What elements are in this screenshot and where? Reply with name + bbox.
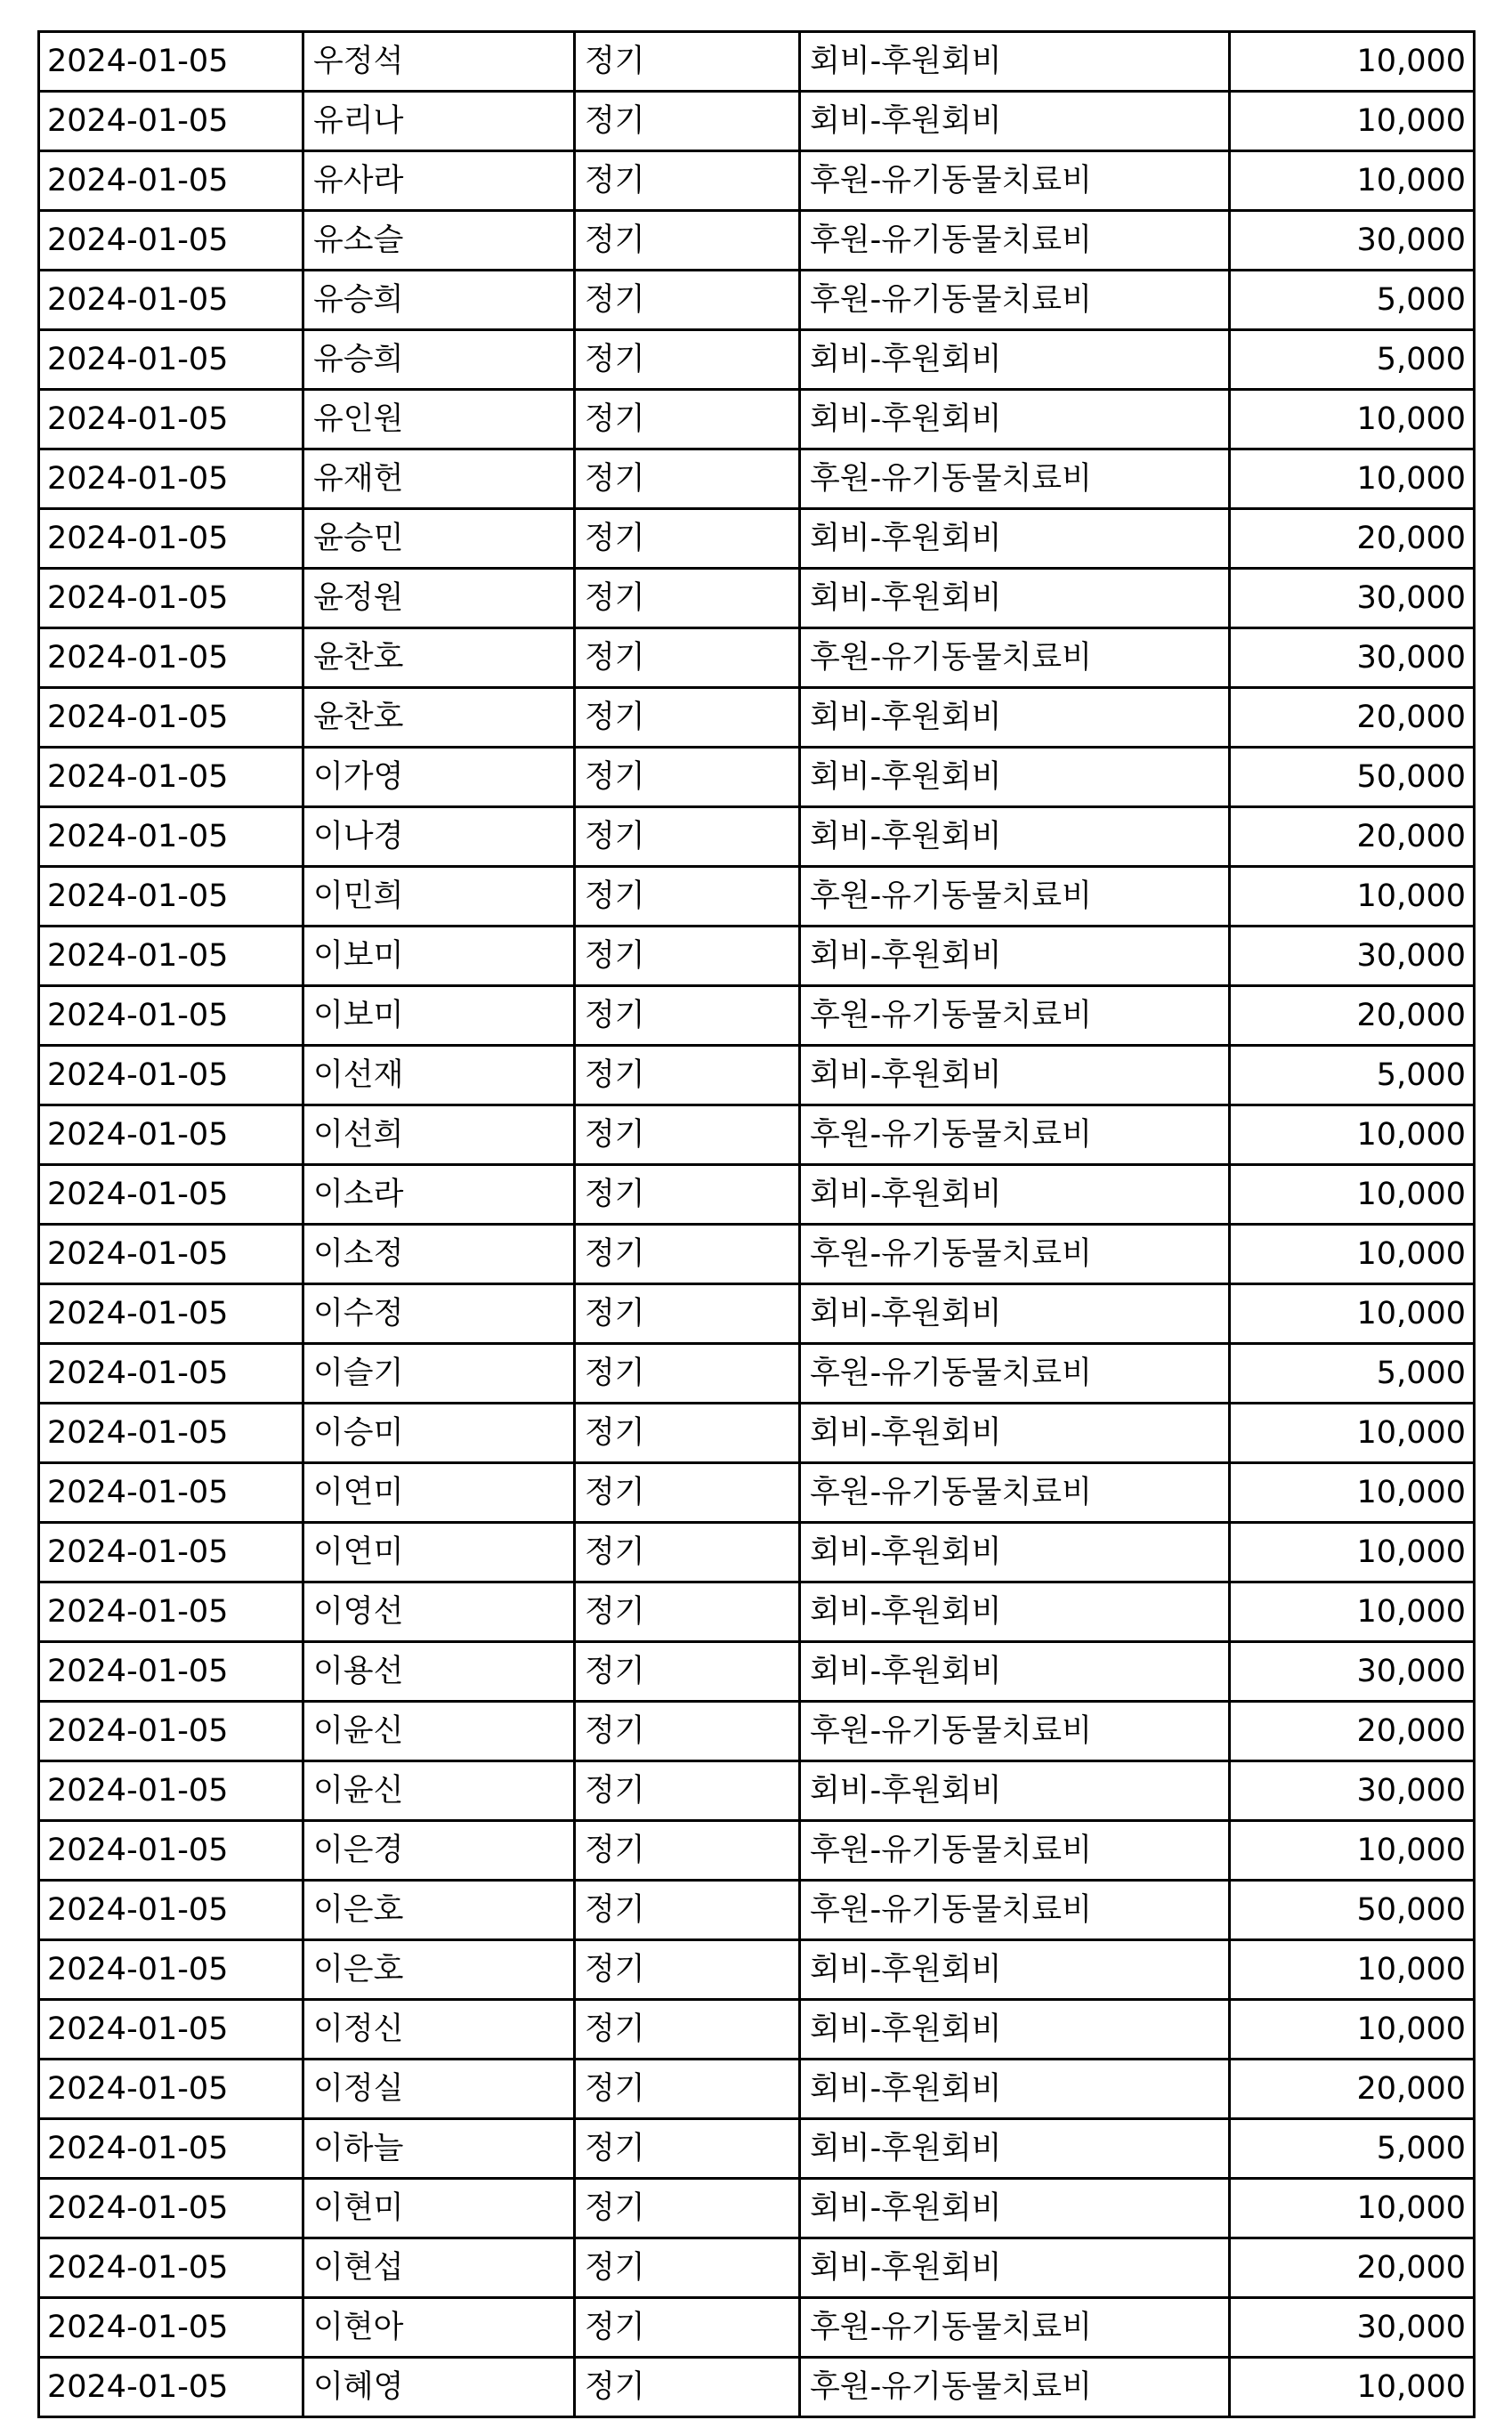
amount-cell: 10,000 (1230, 867, 1475, 927)
table-row (39, 807, 1475, 867)
date-cell: 2024-01-05 (39, 1642, 303, 1702)
donation-type-cell: 정기 (575, 1165, 800, 1225)
donation-type-cell: 정기 (575, 1046, 800, 1105)
table-row (39, 1165, 1475, 1225)
date-cell: 2024-01-05 (39, 1702, 303, 1761)
date-cell: 2024-01-05 (39, 2358, 303, 2417)
category-cell: 회비-후원회비 (800, 688, 1230, 748)
donor-name-cell: 이현섭 (303, 2238, 575, 2298)
donor-name-cell: 이현미 (303, 2179, 575, 2238)
table-row (39, 2298, 1475, 2358)
donation-type-cell: 정기 (575, 2358, 800, 2417)
donor-name-cell: 유소슬 (303, 211, 575, 271)
donor-name-cell: 이소정 (303, 1225, 575, 1284)
category-cell: 회비-후원회비 (800, 569, 1230, 628)
category-cell: 회비-후원회비 (800, 2060, 1230, 2119)
donor-name-cell: 우정석 (303, 32, 575, 92)
date-cell: 2024-01-05 (39, 628, 303, 688)
table-row (39, 1940, 1475, 2000)
table-row (39, 1761, 1475, 1821)
donor-name-cell: 유재헌 (303, 449, 575, 509)
donation-type-cell: 정기 (575, 927, 800, 986)
donor-name-cell: 이선재 (303, 1046, 575, 1105)
category-cell: 회비-후원회비 (800, 1284, 1230, 1344)
date-cell: 2024-01-05 (39, 271, 303, 330)
donor-name-cell: 이정신 (303, 2000, 575, 2060)
date-cell: 2024-01-05 (39, 569, 303, 628)
donor-name-cell: 유승희 (303, 330, 575, 390)
date-cell: 2024-01-05 (39, 1165, 303, 1225)
table-row (39, 1463, 1475, 1523)
category-cell: 후원-유기동물치료비 (800, 1105, 1230, 1165)
amount-cell: 5,000 (1230, 271, 1475, 330)
donation-type-cell: 정기 (575, 330, 800, 390)
date-cell: 2024-01-05 (39, 2000, 303, 2060)
donation-type-cell: 정기 (575, 271, 800, 330)
donation-type-cell: 정기 (575, 390, 800, 449)
amount-cell: 20,000 (1230, 509, 1475, 569)
date-cell: 2024-01-05 (39, 2179, 303, 2238)
amount-cell: 10,000 (1230, 1105, 1475, 1165)
donation-type-cell: 정기 (575, 211, 800, 271)
table-row (39, 628, 1475, 688)
date-cell: 2024-01-05 (39, 32, 303, 92)
amount-cell: 20,000 (1230, 2060, 1475, 2119)
donation-type-cell: 정기 (575, 1344, 800, 1404)
table-row (39, 2179, 1475, 2238)
date-cell: 2024-01-05 (39, 1761, 303, 1821)
amount-cell: 20,000 (1230, 688, 1475, 748)
donation-type-cell: 정기 (575, 1463, 800, 1523)
donor-name-cell: 이소라 (303, 1165, 575, 1225)
donor-name-cell: 윤찬호 (303, 688, 575, 748)
amount-cell: 30,000 (1230, 569, 1475, 628)
category-cell: 회비-후원회비 (800, 2000, 1230, 2060)
table-row (39, 330, 1475, 390)
donor-name-cell: 이은경 (303, 1821, 575, 1881)
donation-type-cell: 정기 (575, 1702, 800, 1761)
amount-cell: 10,000 (1230, 1284, 1475, 1344)
donation-type-cell: 정기 (575, 1404, 800, 1463)
date-cell: 2024-01-05 (39, 449, 303, 509)
donation-type-cell: 정기 (575, 1940, 800, 2000)
amount-cell: 10,000 (1230, 151, 1475, 211)
date-cell: 2024-01-05 (39, 151, 303, 211)
donor-name-cell: 이선희 (303, 1105, 575, 1165)
amount-cell: 5,000 (1230, 1046, 1475, 1105)
amount-cell: 10,000 (1230, 1582, 1475, 1642)
date-cell: 2024-01-05 (39, 1046, 303, 1105)
category-cell: 후원-유기동물치료비 (800, 628, 1230, 688)
donation-type-cell: 정기 (575, 2179, 800, 2238)
donation-type-cell: 정기 (575, 1821, 800, 1881)
table-row (39, 449, 1475, 509)
donor-name-cell: 이영선 (303, 1582, 575, 1642)
category-cell: 회비-후원회비 (800, 509, 1230, 569)
date-cell: 2024-01-05 (39, 330, 303, 390)
amount-cell: 30,000 (1230, 211, 1475, 271)
date-cell: 2024-01-05 (39, 688, 303, 748)
category-cell: 회비-후원회비 (800, 1523, 1230, 1582)
donor-name-cell: 유리나 (303, 92, 575, 151)
amount-cell: 30,000 (1230, 628, 1475, 688)
amount-cell: 5,000 (1230, 330, 1475, 390)
date-cell: 2024-01-05 (39, 986, 303, 1046)
category-cell: 회비-후원회비 (800, 330, 1230, 390)
table-row (39, 688, 1475, 748)
date-cell: 2024-01-05 (39, 748, 303, 807)
donor-name-cell: 이혜영 (303, 2358, 575, 2417)
donation-type-cell: 정기 (575, 2238, 800, 2298)
donation-type-cell: 정기 (575, 1582, 800, 1642)
category-cell: 회비-후원회비 (800, 92, 1230, 151)
category-cell: 회비-후원회비 (800, 390, 1230, 449)
donation-type-cell: 정기 (575, 986, 800, 1046)
table-row (39, 1404, 1475, 1463)
donor-name-cell: 이윤신 (303, 1702, 575, 1761)
category-cell: 회비-후원회비 (800, 1404, 1230, 1463)
amount-cell: 30,000 (1230, 1761, 1475, 1821)
table-row (39, 927, 1475, 986)
category-cell: 회비-후원회비 (800, 1165, 1230, 1225)
donor-name-cell: 이수정 (303, 1284, 575, 1344)
category-cell: 후원-유기동물치료비 (800, 151, 1230, 211)
donor-name-cell: 이보미 (303, 927, 575, 986)
amount-cell: 10,000 (1230, 1940, 1475, 2000)
donation-type-cell: 정기 (575, 1642, 800, 1702)
donation-type-cell: 정기 (575, 2119, 800, 2179)
date-cell: 2024-01-05 (39, 92, 303, 151)
category-cell: 후원-유기동물치료비 (800, 867, 1230, 927)
date-cell: 2024-01-05 (39, 2060, 303, 2119)
table-row (39, 1821, 1475, 1881)
category-cell: 회비-후원회비 (800, 1761, 1230, 1821)
donation-type-cell: 정기 (575, 1105, 800, 1165)
category-cell: 후원-유기동물치료비 (800, 986, 1230, 1046)
amount-cell: 10,000 (1230, 390, 1475, 449)
amount-cell: 10,000 (1230, 2000, 1475, 2060)
amount-cell: 20,000 (1230, 807, 1475, 867)
amount-cell: 10,000 (1230, 1463, 1475, 1523)
amount-cell: 10,000 (1230, 1165, 1475, 1225)
donor-name-cell: 이용선 (303, 1642, 575, 1702)
amount-cell: 10,000 (1230, 1225, 1475, 1284)
donor-name-cell: 이보미 (303, 986, 575, 1046)
donor-name-cell: 이하늘 (303, 2119, 575, 2179)
date-cell: 2024-01-05 (39, 2298, 303, 2358)
category-cell: 후원-유기동물치료비 (800, 271, 1230, 330)
amount-cell: 10,000 (1230, 2179, 1475, 2238)
donation-type-cell: 정기 (575, 867, 800, 927)
date-cell: 2024-01-05 (39, 1225, 303, 1284)
category-cell: 후원-유기동물치료비 (800, 2298, 1230, 2358)
donation-type-cell: 정기 (575, 1761, 800, 1821)
category-cell: 후원-유기동물치료비 (800, 2358, 1230, 2417)
donor-name-cell: 이은호 (303, 1940, 575, 2000)
donor-name-cell: 이연미 (303, 1523, 575, 1582)
table-row (39, 1225, 1475, 1284)
donation-type-cell: 정기 (575, 2298, 800, 2358)
table-row (39, 569, 1475, 628)
amount-cell: 30,000 (1230, 927, 1475, 986)
donation-type-cell: 정기 (575, 1881, 800, 1940)
table-row (39, 151, 1475, 211)
donation-type-cell: 정기 (575, 1284, 800, 1344)
amount-cell: 10,000 (1230, 1523, 1475, 1582)
donation-type-cell: 정기 (575, 628, 800, 688)
donation-type-cell: 정기 (575, 2000, 800, 2060)
table-row (39, 1881, 1475, 1940)
date-cell: 2024-01-05 (39, 1881, 303, 1940)
category-cell: 후원-유기동물치료비 (800, 1881, 1230, 1940)
table-row (39, 271, 1475, 330)
donation-type-cell: 정기 (575, 748, 800, 807)
donor-name-cell: 이승미 (303, 1404, 575, 1463)
category-cell: 회비-후원회비 (800, 927, 1230, 986)
date-cell: 2024-01-05 (39, 1284, 303, 1344)
date-cell: 2024-01-05 (39, 1344, 303, 1404)
table-row (39, 1105, 1475, 1165)
amount-cell: 10,000 (1230, 2358, 1475, 2417)
donation-type-cell: 정기 (575, 1225, 800, 1284)
table-row (39, 211, 1475, 271)
date-cell: 2024-01-05 (39, 927, 303, 986)
table-row (39, 986, 1475, 1046)
table-row (39, 1284, 1475, 1344)
amount-cell: 30,000 (1230, 2298, 1475, 2358)
date-cell: 2024-01-05 (39, 1105, 303, 1165)
date-cell: 2024-01-05 (39, 1821, 303, 1881)
donation-type-cell: 정기 (575, 2060, 800, 2119)
date-cell: 2024-01-05 (39, 390, 303, 449)
amount-cell: 10,000 (1230, 32, 1475, 92)
donor-name-cell: 이은호 (303, 1881, 575, 1940)
amount-cell: 50,000 (1230, 748, 1475, 807)
table-row (39, 1046, 1475, 1105)
donation-type-cell: 정기 (575, 449, 800, 509)
donor-name-cell: 유사라 (303, 151, 575, 211)
donor-name-cell: 윤찬호 (303, 628, 575, 688)
table-row (39, 2238, 1475, 2298)
donor-name-cell: 유승희 (303, 271, 575, 330)
table-row (39, 2119, 1475, 2179)
date-cell: 2024-01-05 (39, 2119, 303, 2179)
category-cell: 회비-후원회비 (800, 2179, 1230, 2238)
date-cell: 2024-01-05 (39, 1940, 303, 2000)
table-row (39, 1523, 1475, 1582)
amount-cell: 10,000 (1230, 449, 1475, 509)
amount-cell: 20,000 (1230, 1702, 1475, 1761)
category-cell: 회비-후원회비 (800, 2238, 1230, 2298)
donor-name-cell: 윤승민 (303, 509, 575, 569)
donor-name-cell: 이가영 (303, 748, 575, 807)
table-row (39, 32, 1475, 92)
amount-cell: 10,000 (1230, 1404, 1475, 1463)
donor-name-cell: 이나경 (303, 807, 575, 867)
donation-type-cell: 정기 (575, 509, 800, 569)
table-row (39, 1642, 1475, 1702)
category-cell: 후원-유기동물치료비 (800, 449, 1230, 509)
category-cell: 회비-후원회비 (800, 807, 1230, 867)
donor-name-cell: 이정실 (303, 2060, 575, 2119)
amount-cell: 20,000 (1230, 986, 1475, 1046)
table-row (39, 2000, 1475, 2060)
date-cell: 2024-01-05 (39, 1463, 303, 1523)
donor-name-cell: 윤정원 (303, 569, 575, 628)
table-row (39, 509, 1475, 569)
category-cell: 후원-유기동물치료비 (800, 1225, 1230, 1284)
donor-name-cell: 이슬기 (303, 1344, 575, 1404)
date-cell: 2024-01-05 (39, 807, 303, 867)
category-cell: 회비-후원회비 (800, 1642, 1230, 1702)
category-cell: 후원-유기동물치료비 (800, 1463, 1230, 1523)
category-cell: 회비-후원회비 (800, 32, 1230, 92)
table-row (39, 92, 1475, 151)
donor-name-cell: 이현아 (303, 2298, 575, 2358)
donation-type-cell: 정기 (575, 1523, 800, 1582)
amount-cell: 10,000 (1230, 92, 1475, 151)
table-row (39, 1582, 1475, 1642)
amount-cell: 50,000 (1230, 1881, 1475, 1940)
donor-name-cell: 이민희 (303, 867, 575, 927)
date-cell: 2024-01-05 (39, 2238, 303, 2298)
donation-type-cell: 정기 (575, 32, 800, 92)
category-cell: 후원-유기동물치료비 (800, 1344, 1230, 1404)
category-cell: 후원-유기동물치료비 (800, 211, 1230, 271)
date-cell: 2024-01-05 (39, 1404, 303, 1463)
date-cell: 2024-01-05 (39, 211, 303, 271)
table-row (39, 2060, 1475, 2119)
donor-name-cell: 유인원 (303, 390, 575, 449)
date-cell: 2024-01-05 (39, 1582, 303, 1642)
ledger-body (39, 32, 1475, 2417)
amount-cell: 5,000 (1230, 1344, 1475, 1404)
category-cell: 회비-후원회비 (800, 748, 1230, 807)
donation-type-cell: 정기 (575, 92, 800, 151)
donation-type-cell: 정기 (575, 807, 800, 867)
date-cell: 2024-01-05 (39, 1523, 303, 1582)
donation-type-cell: 정기 (575, 569, 800, 628)
amount-cell: 5,000 (1230, 2119, 1475, 2179)
amount-cell: 30,000 (1230, 1642, 1475, 1702)
table-row (39, 390, 1475, 449)
donation-type-cell: 정기 (575, 151, 800, 211)
category-cell: 후원-유기동물치료비 (800, 1702, 1230, 1761)
category-cell: 후원-유기동물치료비 (800, 1821, 1230, 1881)
donation-ledger-table (37, 30, 1476, 2418)
donation-type-cell: 정기 (575, 688, 800, 748)
amount-cell: 10,000 (1230, 1821, 1475, 1881)
table-row (39, 1344, 1475, 1404)
donor-name-cell: 이윤신 (303, 1761, 575, 1821)
date-cell: 2024-01-05 (39, 509, 303, 569)
donor-name-cell: 이연미 (303, 1463, 575, 1523)
table-row (39, 748, 1475, 807)
category-cell: 회비-후원회비 (800, 1046, 1230, 1105)
date-cell: 2024-01-05 (39, 867, 303, 927)
category-cell: 회비-후원회비 (800, 1582, 1230, 1642)
category-cell: 회비-후원회비 (800, 1940, 1230, 2000)
table-row (39, 867, 1475, 927)
table-row (39, 2358, 1475, 2417)
category-cell: 회비-후원회비 (800, 2119, 1230, 2179)
table-row (39, 1702, 1475, 1761)
amount-cell: 20,000 (1230, 2238, 1475, 2298)
